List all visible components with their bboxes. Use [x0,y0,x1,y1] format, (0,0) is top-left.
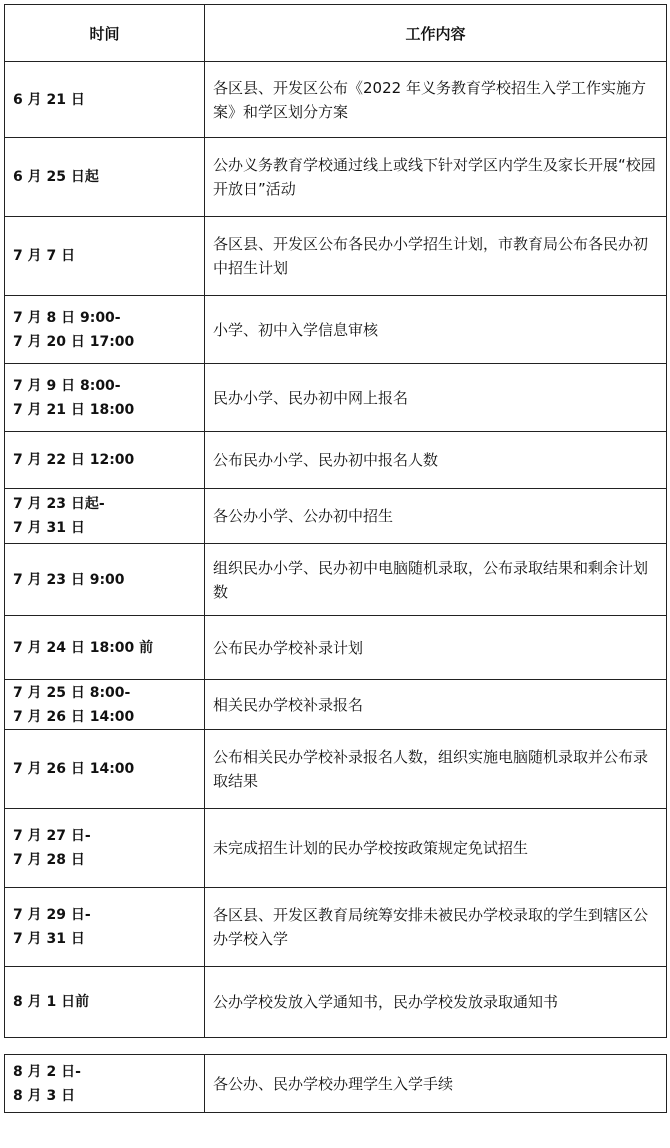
schedule-table-continued [4,1054,667,1113]
time-cell: 7 月 23 日起- 7 月 31 日 [5,489,205,544]
content-cell: 各区县、开发区教育局统筹安排未被民办学校录取的学生到辖区公办学校入学 [205,888,667,967]
table-row [5,364,667,432]
table-row [5,1055,667,1113]
content-cell: 未完成招生计划的民办学校按政策规定免试招生 [205,809,667,888]
content-cell: 各公办、民办学校办理学生入学手续 [205,1055,667,1113]
schedule-table [4,4,667,1038]
content-cell: 公布民办学校补录计划 [205,616,667,680]
table-row [5,809,667,888]
table-header-row [5,5,667,62]
table-row [5,217,667,296]
content-cell: 公办学校发放入学通知书，民办学校发放录取通知书 [205,967,667,1038]
table-row [5,680,667,730]
table-row [5,544,667,616]
time-cell: 7 月 23 日 9:00 [5,544,205,616]
table-row [5,489,667,544]
table-row [5,967,667,1038]
time-cell: 7 月 25 日 8:00- 7 月 26 日 14:00 [5,680,205,730]
time-cell: 7 月 26 日 14:00 [5,730,205,809]
content-cell: 公布相关民办学校补录报名人数，组织实施电脑随机录取并公布录取结果 [205,730,667,809]
time-cell: 7 月 9 日 8:00- 7 月 21 日 18:00 [5,364,205,432]
time-cell: 7 月 24 日 18:00 前 [5,616,205,680]
content-cell: 相关民办学校补录报名 [205,680,667,730]
content-cell: 公布民办小学、民办初中报名人数 [205,432,667,489]
table-row [5,432,667,489]
time-cell: 7 月 7 日 [5,217,205,296]
content-cell: 各区县、开发区公布《2022 年义务教育学校招生入学工作实施方案》和学区划分方案 [205,62,667,138]
content-cell: 公办义务教育学校通过线上或线下针对学区内学生及家长开展“校园开放日”活动 [205,138,667,217]
time-cell: 7 月 22 日 12:00 [5,432,205,489]
time-cell: 7 月 27 日- 7 月 28 日 [5,809,205,888]
table-row [5,138,667,217]
content-cell: 民办小学、民办初中网上报名 [205,364,667,432]
content-cell: 各公办小学、公办初中招生 [205,489,667,544]
header-content: 工作内容 [205,5,667,62]
table-row [5,62,667,138]
time-cell: 8 月 1 日前 [5,967,205,1038]
time-cell: 6 月 25 日起 [5,138,205,217]
content-cell: 小学、初中入学信息审核 [205,296,667,364]
time-cell: 8 月 2 日- 8 月 3 日 [5,1055,205,1113]
content-cell: 组织民办小学、民办初中电脑随机录取，公布录取结果和剩余计划数 [205,544,667,616]
time-cell: 7 月 29 日- 7 月 31 日 [5,888,205,967]
content-cell: 各区县、开发区公布各民办小学招生计划，市教育局公布各民办初中招生计划 [205,217,667,296]
time-cell: 7 月 8 日 9:00- 7 月 20 日 17:00 [5,296,205,364]
table-row [5,888,667,967]
header-time: 时间 [5,5,205,62]
table-row [5,730,667,809]
table-row [5,296,667,364]
table-row [5,616,667,680]
time-cell: 6 月 21 日 [5,62,205,138]
